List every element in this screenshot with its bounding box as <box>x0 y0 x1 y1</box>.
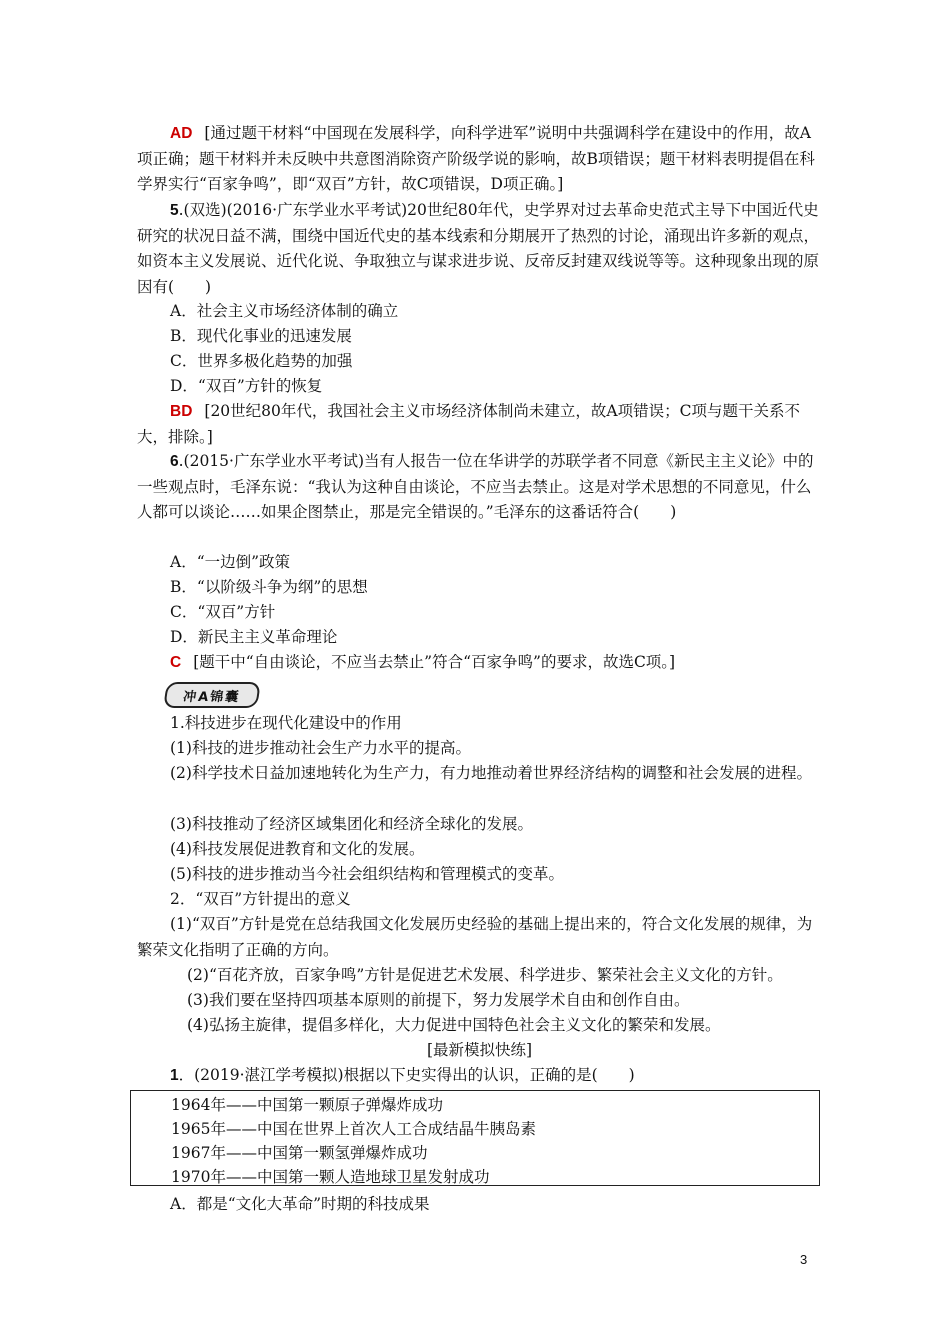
tip-2-title: 2．“双百”方针提出的意义 <box>170 890 351 908</box>
question-stem: ．(2019·湛江学考模拟)根据以下史实得出的认识，正确的是( ) <box>178 1066 635 1084</box>
question-6 <box>137 449 822 526</box>
tip-1-item: (3)科技推动了经济区域集团化和经济全球化的发展。 <box>170 815 533 833</box>
tip-2-item: (1)“双百”方针是党在总结我国文化发展历史经验的基础上提出来的，符合文化发展的规律，为繁荣文化指明了正确的方向。 <box>137 915 813 959</box>
practice-question-1 <box>137 1063 822 1089</box>
option-b: B．现代化事业的迅速发展 <box>170 327 352 345</box>
tip-2-item: (3)我们要在坚持四项基本原则的前提下，努力发展学术自由和创作自由。 <box>187 991 690 1009</box>
option-a: A．都是“文化大革命”时期的科技成果 <box>170 1195 430 1213</box>
option-d: D．“双百”方针的恢复 <box>170 377 323 395</box>
question-5 <box>137 198 822 300</box>
option-a: A．“一边倒”政策 <box>170 553 291 571</box>
question-number: 1 <box>170 1067 179 1084</box>
option-c: C．世界多极化趋势的加强 <box>170 352 353 370</box>
option-a: A．社会主义市场经济体制的确立 <box>170 302 399 320</box>
question-number: 5 <box>170 202 179 219</box>
q5-answer-paragraph <box>137 399 822 450</box>
page-number: 3 <box>800 1252 808 1267</box>
tip-1-item: (4)科技发展促进教育和文化的发展。 <box>170 840 425 858</box>
tip-1-item: (5)科技的进步推动当今社会组织结构和管理模式的变革。 <box>170 865 564 883</box>
option-b: B．“以阶级斗争为纲”的思想 <box>170 578 368 596</box>
fact-item: 1965年——中国在世界上首次人工合成结晶牛胰岛素 <box>171 1120 536 1138</box>
tip-1-title: 1.科技进步在现代化建设中的作用 <box>170 714 402 732</box>
facts-box <box>130 1090 820 1186</box>
option-c: C．“双百”方针 <box>170 603 276 621</box>
fact-item: 1964年——中国第一颗原子弹爆炸成功 <box>171 1096 443 1114</box>
tip-2-item: (2)“百花齐放，百家争鸣”方针是促进艺术发展、科学进步、繁荣社会主义文化的方针。 <box>187 966 783 984</box>
tip-1-item: (2)科学技术日益加速地转化为生产力，有力地推动着世界经济结构的调整和社会发展的进程。 <box>170 764 812 782</box>
tip-1-item: (1)科技的进步推动社会生产力水平的提高。 <box>170 739 471 757</box>
question-stem: .(2015·广东学业水平考试)当有人报告一位在华讲学的苏联学者不同意《新民主主义论》中的一些观点时，毛泽东说：“我认为这种自由谈论，不应当去禁止。这是对学术思想的不同意见，什么人都可以谈论……如果企图禁止，那是完全错误的。”毛泽东的这番话符合( ) <box>137 452 814 521</box>
question-number: 6 <box>170 453 179 470</box>
q4-answer-paragraph <box>137 121 822 198</box>
answer-explanation: [题干中“自由谈论，不应当去禁止”符合“百家争鸣”的要求，故选C项。] <box>193 653 676 671</box>
fact-item: 1970年——中国第一颗人造地球卫星发射成功 <box>171 1168 490 1186</box>
question-stem: .(双选)(2016·广东学业水平考试)20世纪80年代，史学界对过去革命史范式主导下中国近代史研究的状况日益不满，围绕中国近代史的基本线索和分期展开了热烈的讨论，涌现出许多新的观点，如资本主义发展说、近代化说、争取独立与谋求进步说、反帝反封建双线说等等。这种现象出现的原因有( ) <box>137 201 820 296</box>
q6-answer-paragraph <box>137 650 822 676</box>
answer-explanation: [通过题干材料“中国现在发展科学，向科学进军”说明中共强调科学在建设中的作用，故A项正确；题干材料并未反映中共意图消除资产阶级学说的影响，故B项错误；题干材料表明提倡在科学界实行“百家争鸣”，即“双百”方针，故C项错误，D项正确。] <box>137 124 815 193</box>
answer-label: BD <box>170 403 193 420</box>
fact-item: 1967年——中国第一颗氢弹爆炸成功 <box>171 1144 428 1162</box>
answer-label: AD <box>170 125 193 142</box>
tip-2-item: (4)弘扬主旋律，提倡多样化，大力促进中国特色社会主义文化的繁荣和发展。 <box>187 1016 721 1034</box>
option-d: D．新民主主义革命理论 <box>170 628 338 646</box>
answer-explanation: [20世纪80年代，我国社会主义市场经济体制尚未建立，故A项错误；C项与题干关系不大，排除。] <box>137 402 800 446</box>
section-badge: 冲A锦囊 <box>163 682 261 708</box>
answer-label: C <box>170 654 182 671</box>
practice-heading: [最新模拟快练] <box>426 1041 533 1059</box>
